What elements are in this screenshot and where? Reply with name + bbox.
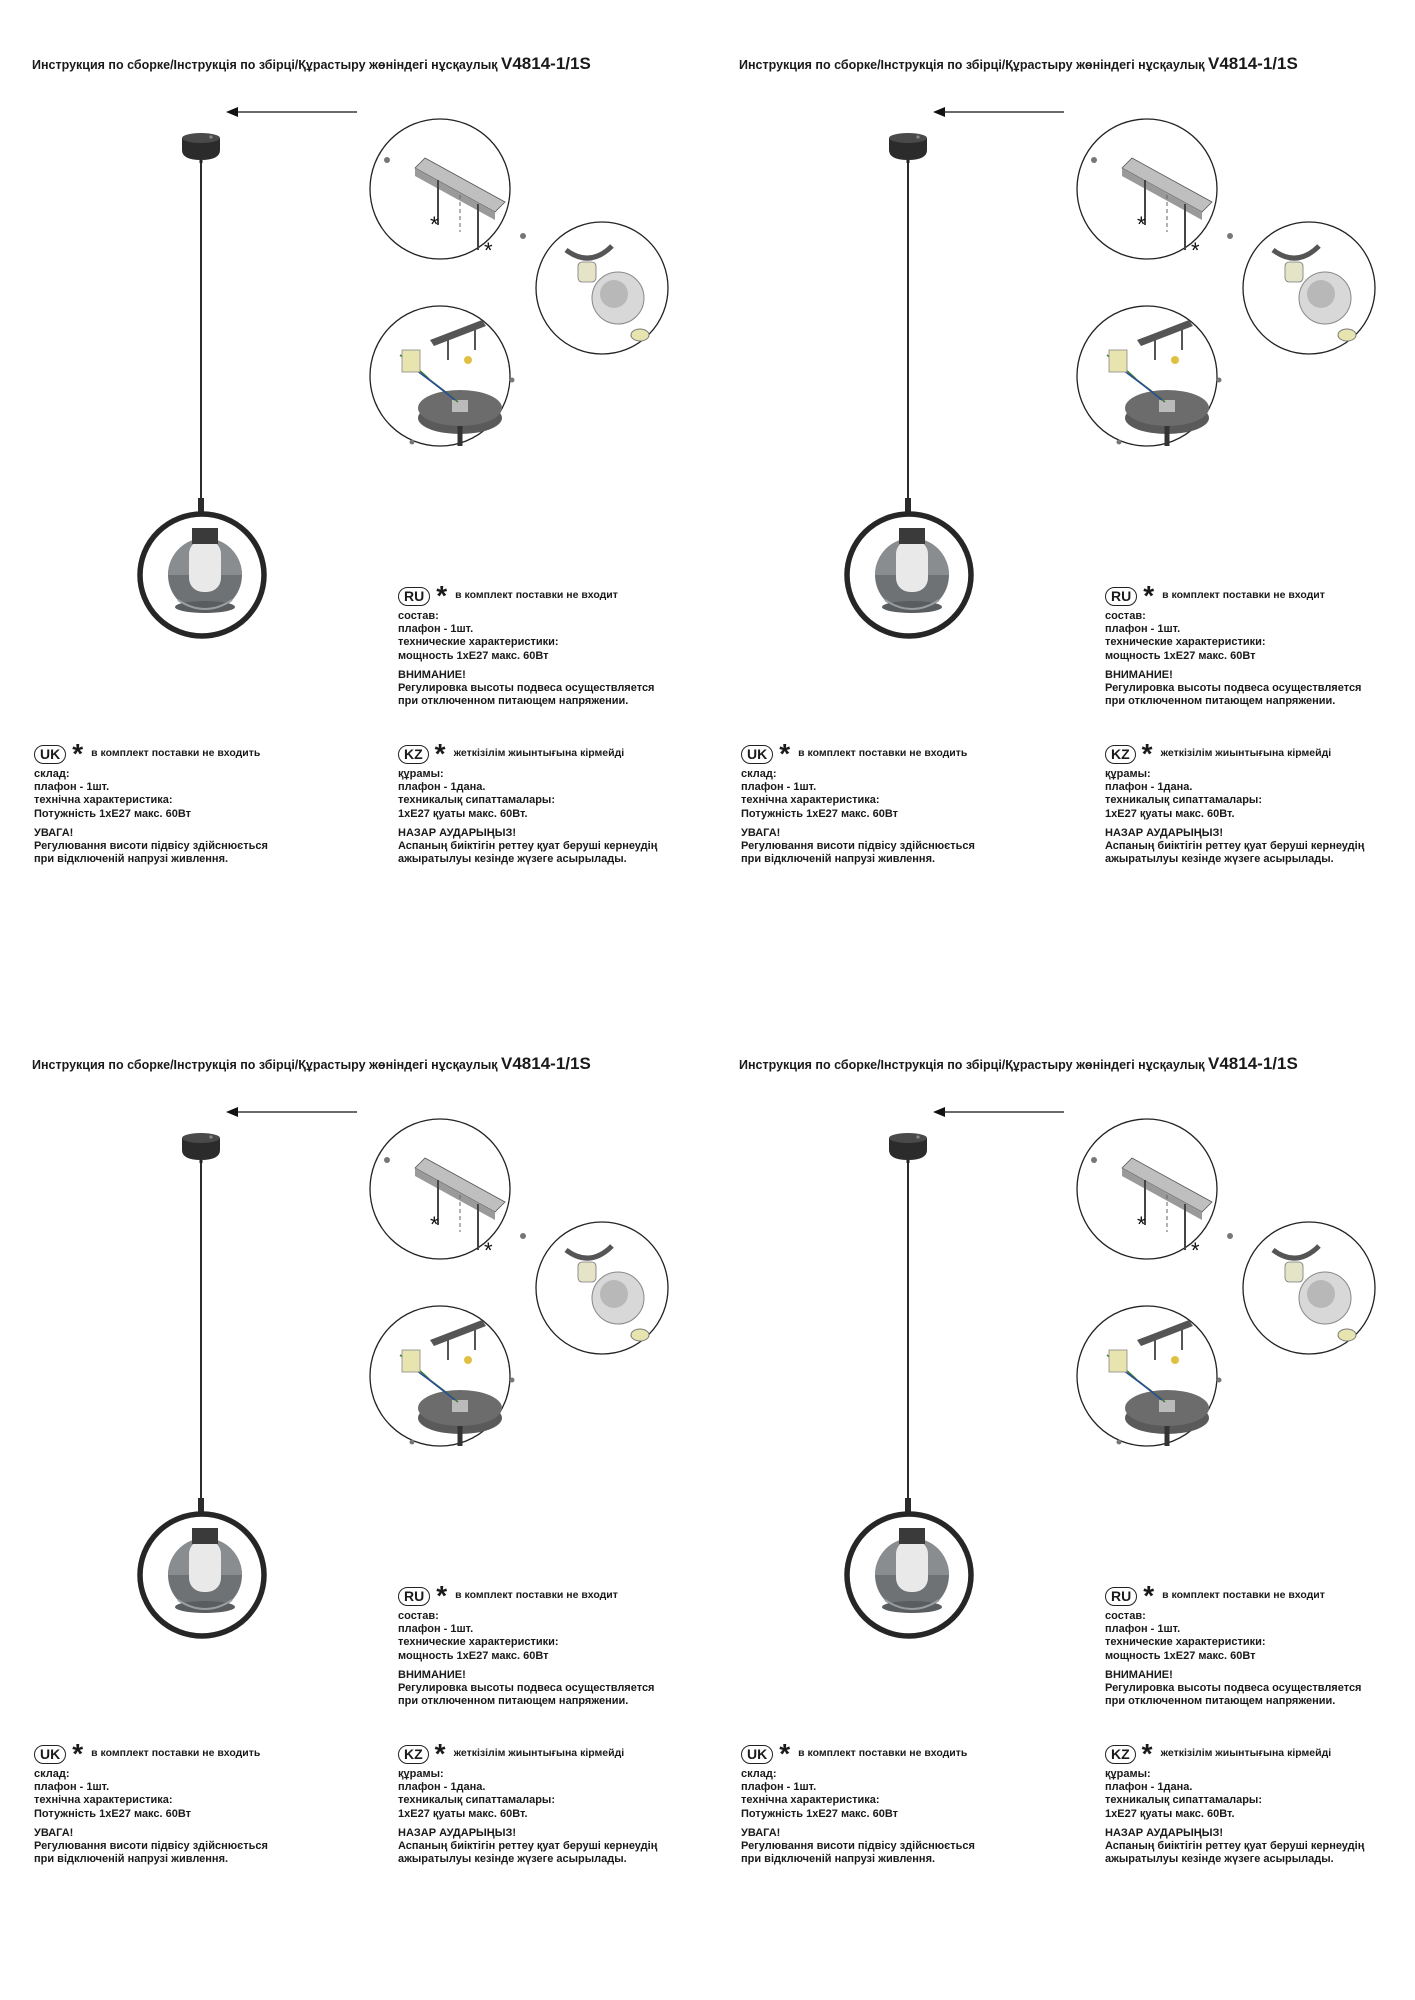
uk-warning-title: УВАГА!: [741, 826, 781, 839]
kz-warning-title: НАЗАР АУДАРЫҢЫЗ!: [398, 826, 517, 839]
detail-shade: [536, 222, 668, 354]
kz-info-block: KZ * жеткізілім жиынтығына кірмейді құрамы: плафон - 1дана. техникалық сипаттамалары: 1хЕ27 қуаты макс. 60Вт. НАЗАР АУДАРЫҢЫЗ! Аспаның биіктігін реттеу қуат беруші кернеудің ажыратылуы кезінде жүзеге асырылады.: [1105, 738, 1365, 866]
uk-language-badge: UK: [741, 1745, 773, 1764]
asterisk-mark: *: [434, 1738, 446, 1769]
ru-language-badge: RU: [398, 587, 430, 606]
pointer-arrow: [933, 107, 1064, 117]
kz-language-badge: KZ: [1105, 1745, 1136, 1764]
detail-shade: [536, 1222, 668, 1354]
detail-canopy-wiring: [370, 1306, 515, 1446]
ru-warning-title: ВНИМАНИЕ!: [398, 1668, 466, 1681]
asterisk-mark: *: [1141, 738, 1153, 769]
instruction-panel: [0, 0, 707, 1000]
uk-language-badge: UK: [34, 1745, 66, 1764]
uk-info-block: UK * в комплект поставки не входить склад: плафон - 1шт. технічна характеристика: Потужність 1хЕ27 макс. 60Вт УВАГА! Регулювання висоти підвісу здійснюється при відключеній напрузі живлення.: [34, 738, 268, 866]
pointer-arrow: [933, 1107, 1064, 1117]
detail-shade: [1243, 222, 1375, 354]
uk-language-badge: UK: [741, 745, 773, 764]
kz-language-badge: KZ: [398, 1745, 429, 1764]
instruction-panel: [0, 1000, 707, 2000]
pendant-lamp-illustration: [140, 133, 264, 636]
svg-text:*: *: [484, 238, 493, 263]
instruction-title: Инструкция по сборке/Інструкція по збірці/Құрастыру жөніндегі нұсқаулық V4814-1/1S: [32, 1054, 591, 1073]
svg-text:*: *: [1137, 212, 1146, 237]
asterisk-mark: *: [1143, 580, 1155, 611]
asterisk-mark: *: [1143, 1580, 1155, 1611]
uk-warning-title: УВАГА!: [34, 826, 74, 839]
svg-text:*: *: [430, 1212, 439, 1237]
uk-info-block: UK * в комплект поставки не входить склад: плафон - 1шт. технічна характеристика: Потужність 1хЕ27 макс. 60Вт УВАГА! Регулювання висоти підвісу здійснюється при відключеній напрузі живлення.: [34, 1738, 268, 1866]
asterisk-mark: *: [436, 580, 448, 611]
uk-info-block: UK * в комплект поставки не входить склад: плафон - 1шт. технічна характеристика: Потужність 1хЕ27 макс. 60Вт УВАГА! Регулювання висоти підвісу здійснюється при відключеній напрузі живлення.: [741, 738, 975, 866]
svg-text:*: *: [430, 212, 439, 237]
svg-text:*: *: [484, 1238, 493, 1263]
ru-info-block: RU * в комплект поставки не входит состав: плафон - 1шт. технические характеристики: мощность 1хЕ27 макс. 60Вт ВНИМАНИЕ! Регулировка высоты подвеса осуществляется при отключенном питающем напряжении.: [398, 580, 655, 708]
instruction-panel: [707, 1000, 1414, 2000]
kz-warning-title: НАЗАР АУДАРЫҢЫЗ!: [398, 1826, 517, 1839]
uk-warning-title: УВАГА!: [741, 1826, 781, 1839]
ru-warning-title: ВНИМАНИЕ!: [398, 668, 466, 681]
instruction-panel: [707, 0, 1414, 1000]
pointer-arrow: [226, 1107, 357, 1117]
detail-bracket: [370, 119, 526, 263]
detail-bracket: [1077, 1119, 1233, 1263]
pendant-lamp-illustration: [140, 1133, 264, 1636]
detail-canopy-wiring: [1077, 1306, 1222, 1446]
svg-text:*: *: [1191, 238, 1200, 263]
pendant-lamp-illustration: [847, 133, 971, 636]
kz-info-block: KZ * жеткізілім жиынтығына кірмейді құрамы: плафон - 1дана. техникалық сипаттамалары: 1хЕ27 қуаты макс. 60Вт. НАЗАР АУДАРЫҢЫЗ! Аспаның биіктігін реттеу қуат беруші кернеудің ажыратылуы кезінде жүзеге асырылады.: [398, 1738, 658, 1866]
kz-info-block: KZ * жеткізілім жиынтығына кірмейді құрамы: плафон - 1дана. техникалық сипаттамалары: 1хЕ27 қуаты макс. 60Вт. НАЗАР АУДАРЫҢЫЗ! Аспаның биіктігін реттеу қуат беруші кернеудің ажыратылуы кезінде жүзеге асырылады.: [1105, 1738, 1365, 1866]
kz-warning-title: НАЗАР АУДАРЫҢЫЗ!: [1105, 1826, 1224, 1839]
ru-warning-title: ВНИМАНИЕ!: [1105, 1668, 1173, 1681]
kz-language-badge: KZ: [1105, 745, 1136, 764]
uk-language-badge: UK: [34, 745, 66, 764]
svg-text:*: *: [1191, 1238, 1200, 1263]
ru-language-badge: RU: [1105, 587, 1137, 606]
ru-language-badge: RU: [398, 1587, 430, 1606]
instruction-title: Инструкция по сборке/Інструкція по збірці/Құрастыру жөніндегі нұсқаулық V4814-1/1S: [32, 54, 591, 73]
uk-warning-title: УВАГА!: [34, 1826, 74, 1839]
ru-info-block: RU * в комплект поставки не входит состав: плафон - 1шт. технические характеристики: мощность 1хЕ27 макс. 60Вт ВНИМАНИЕ! Регулировка высоты подвеса осуществляется при отключенном питающем напряжении.: [398, 1580, 655, 1708]
pointer-arrow: [226, 107, 357, 117]
detail-canopy-wiring: [1077, 306, 1222, 446]
detail-bracket: [370, 1119, 526, 1263]
asterisk-mark: *: [72, 1738, 84, 1769]
detail-shade: [1243, 1222, 1375, 1354]
asterisk-mark: *: [434, 738, 446, 769]
ru-warning-title: ВНИМАНИЕ!: [1105, 668, 1173, 681]
asterisk-mark: *: [1141, 1738, 1153, 1769]
instruction-title: Инструкция по сборке/Інструкція по збірці/Құрастыру жөніндегі нұсқаулық V4814-1/1S: [739, 54, 1298, 73]
asterisk-mark: *: [779, 1738, 791, 1769]
asterisk-mark: *: [72, 738, 84, 769]
pendant-lamp-illustration: [847, 1133, 971, 1636]
asterisk-mark: *: [779, 738, 791, 769]
kz-language-badge: KZ: [398, 745, 429, 764]
uk-info-block: UK * в комплект поставки не входить склад: плафон - 1шт. технічна характеристика: Потужність 1хЕ27 макс. 60Вт УВАГА! Регулювання висоти підвісу здійснюється при відключеній напрузі живлення.: [741, 1738, 975, 1866]
kz-info-block: KZ * жеткізілім жиынтығына кірмейді құрамы: плафон - 1дана. техникалық сипаттамалары: 1хЕ27 қуаты макс. 60Вт. НАЗАР АУДАРЫҢЫЗ! Аспаның биіктігін реттеу қуат беруші кернеудің ажыратылуы кезінде жүзеге асырылады.: [398, 738, 658, 866]
detail-bracket: [1077, 119, 1233, 263]
kz-warning-title: НАЗАР АУДАРЫҢЫЗ!: [1105, 826, 1224, 839]
instruction-title: Инструкция по сборке/Інструкція по збірці/Құрастыру жөніндегі нұсқаулық V4814-1/1S: [739, 1054, 1298, 1073]
detail-canopy-wiring: [370, 306, 515, 446]
asterisk-mark: *: [436, 1580, 448, 1611]
ru-info-block: RU * в комплект поставки не входит состав: плафон - 1шт. технические характеристики: мощность 1хЕ27 макс. 60Вт ВНИМАНИЕ! Регулировка высоты подвеса осуществляется при отключенном питающем напряжении.: [1105, 580, 1362, 708]
ru-info-block: RU * в комплект поставки не входит состав: плафон - 1шт. технические характеристики: мощность 1хЕ27 макс. 60Вт ВНИМАНИЕ! Регулировка высоты подвеса осуществляется при отключенном питающем напряжении.: [1105, 1580, 1362, 1708]
ru-language-badge: RU: [1105, 1587, 1137, 1606]
svg-text:*: *: [1137, 1212, 1146, 1237]
